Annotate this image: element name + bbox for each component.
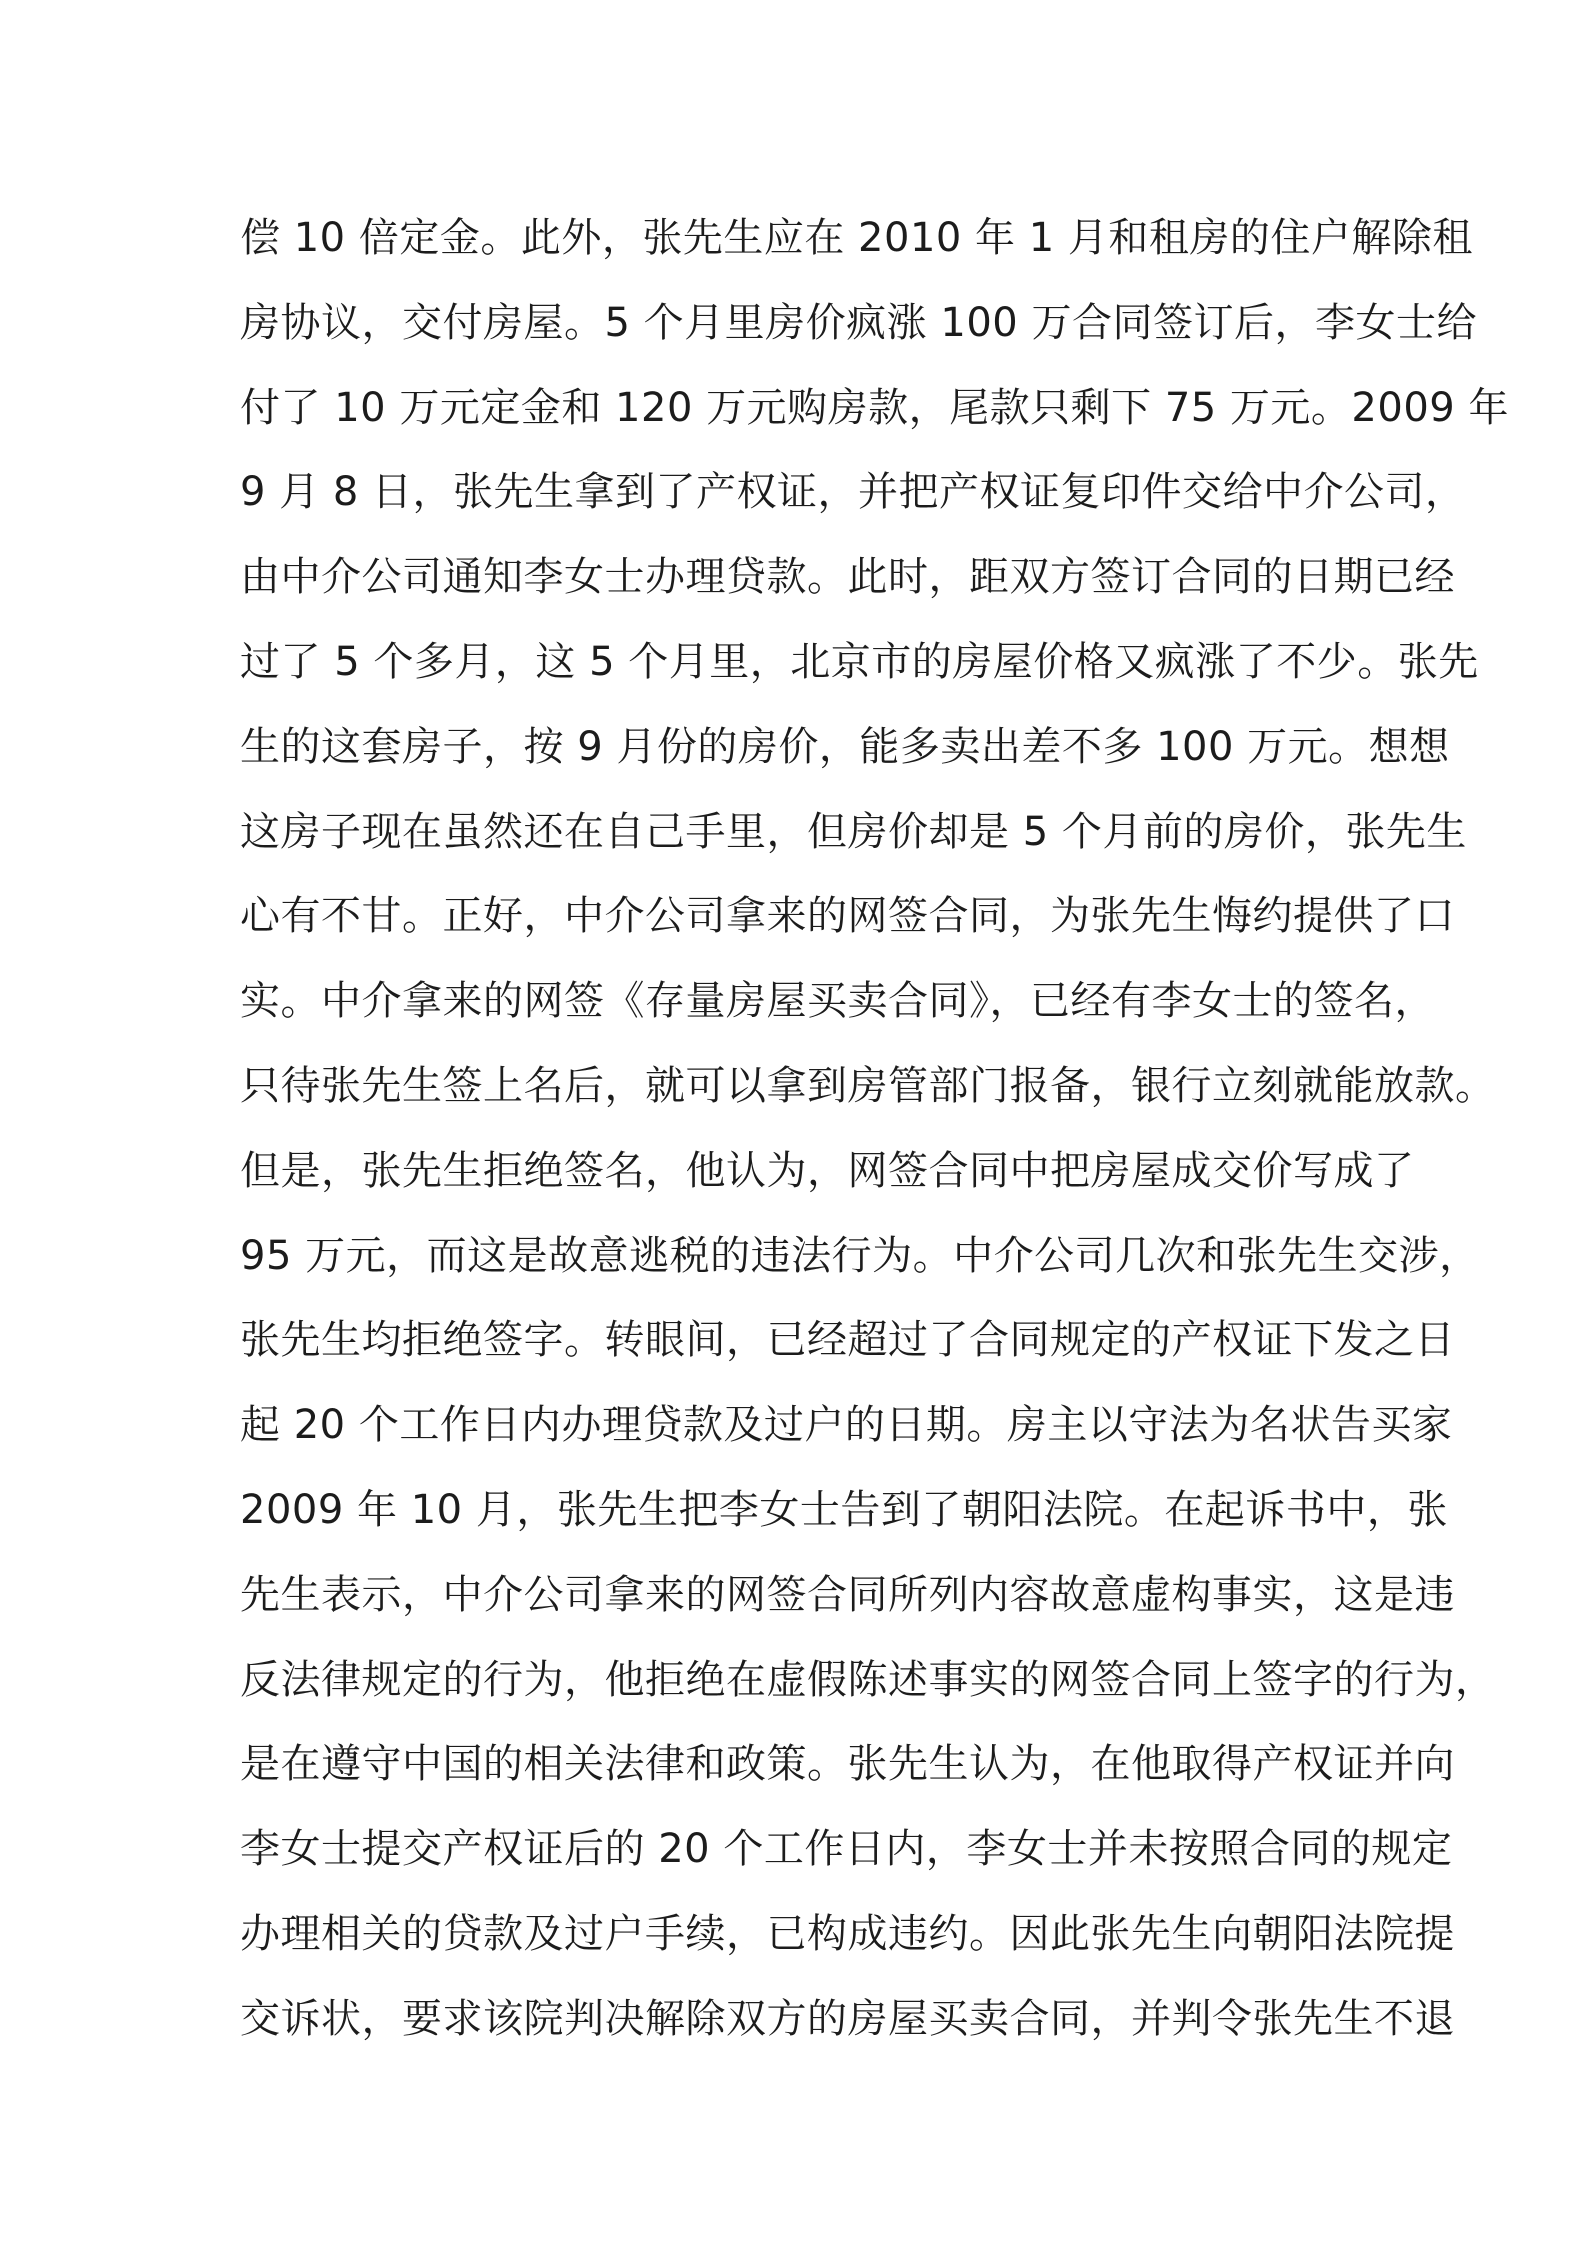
text-line: 但是，张先生拒绝签名，他认为，网签合同中把房屋成交价写成了: [240, 1147, 1415, 1194]
text-line: 心有不甘。正好，中介公司拿来的网签合同，为张先生悔约提供了口: [240, 893, 1455, 940]
text-line: 实。中介拿来的网签《存量房屋买卖合同》，已经有李女士的签名，: [240, 978, 1435, 1025]
text-line: 付了 10 万元定金和 120 万元购房款，尾款只剩下 75 万元。2009 年: [240, 384, 1509, 431]
text-line: 起 20 个工作日内办理贷款及过户的日期。房主以守法为名状告买家: [240, 1402, 1453, 1449]
text-line: 过了 5 个多月，这 5 个月里，北京市的房屋价格又疯涨了不少。张先: [240, 638, 1479, 685]
text-line: 偿 10 倍定金。此外，张先生应在 2010 年 1 月和租房的住户解除租: [240, 215, 1473, 261]
text-line: 先生表示，中介公司拿来的网签合同所列内容故意虚构事实，这是违: [240, 1571, 1455, 1618]
body-text: [240, 196, 1509, 2062]
text-line: 张先生均拒绝签字。转眼间，已经超过了合同规定的产权证下发之日: [240, 1317, 1455, 1364]
text-line: 反法律规定的行为，他拒绝在虚假陈述事实的网签合同上签字的行为，: [240, 1656, 1496, 1703]
text-line: 交诉状，要求该院判决解除双方的房屋买卖合同，并判令张先生不退: [240, 1995, 1455, 2042]
text-line: 李女士提交产权证后的 20 个工作日内，李女士并未按照合同的规定: [240, 1826, 1453, 1873]
text-line: 由中介公司通知李女士办理贷款。此时，距双方签订合同的日期已经: [240, 554, 1455, 601]
text-line: 房协议，交付房屋。5 个月里房价疯涨 100 万合同签订后，李女士给: [240, 299, 1477, 346]
text-line: 是在遵守中国的相关法律和政策。张先生认为，在他取得产权证并向: [240, 1741, 1455, 1788]
text-line: 这房子现在虽然还在自己手里，但房价却是 5 个月前的房价，张先生: [240, 808, 1467, 855]
text-line: 95 万元，而这是故意逃税的违法行为。中介公司几次和张先生交涉，: [240, 1232, 1480, 1279]
text-line: 只待张先生签上名后，就可以拿到房管部门报备，银行立刻就能放款。: [240, 1062, 1496, 1109]
text-line: 生的这套房子，按 9 月份的房价，能多卖出差不多 100 万元。想想: [240, 723, 1450, 770]
text-line: 2009 年 10 月，张先生把李女士告到了朝阳法院。在起诉书中，张: [240, 1486, 1448, 1533]
text-line: 办理相关的贷款及过户手续，已构成违约。因此张先生向朝阳法院提: [240, 1910, 1455, 1957]
text-line: 9 月 8 日，张先生拿到了产权证，并把产权证复印件交给中介公司，: [240, 469, 1466, 516]
